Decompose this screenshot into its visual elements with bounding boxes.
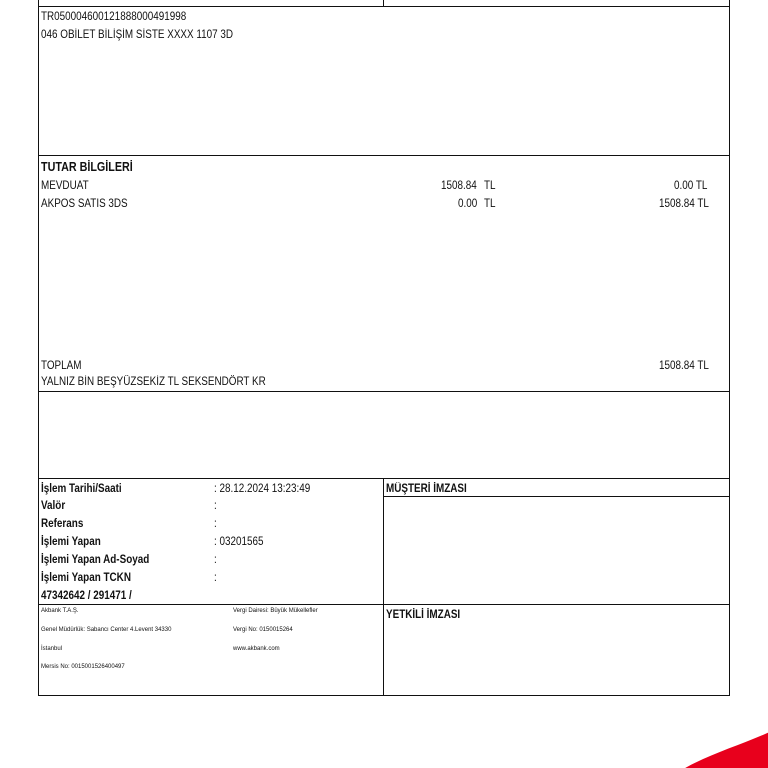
tx-operator-name-label: İşlemi Yapan Ad-Soyad <box>41 554 150 566</box>
tx-valor-value: : <box>214 500 217 512</box>
tx-date-label: İşlem Tarihi/Saati <box>41 483 122 495</box>
tx-valor-label: Valör <box>41 500 66 512</box>
customer-signature-label: MÜŞTERİ İMZASI <box>386 483 467 495</box>
amount-row-1-debit: 1508.84 <box>441 180 477 192</box>
amount-row-2-label: AKPOS SATIS 3DS <box>41 198 128 210</box>
account-description: 046 OBİLET BİLİŞİM SİSTE XXXX 1107 3D <box>41 29 234 41</box>
section-rule-2 <box>39 391 729 392</box>
section-rule-1 <box>39 155 729 156</box>
tx-operator-label: İşlemi Yapan <box>41 536 101 548</box>
brand-swoosh-decoration <box>648 718 768 768</box>
top-rule <box>39 6 729 7</box>
amounts-title: TUTAR BİLGİLERİ <box>41 160 133 174</box>
authorized-signature-label: YETKİLİ İMZASI <box>386 609 461 621</box>
tx-reference-label: Referans <box>41 518 84 530</box>
bank-info-left-2: Genel Müdürlük: Sabancı Center 4.Levent 34330 <box>41 627 172 633</box>
total-value: 1508.84 TL <box>659 360 709 372</box>
tx-operator-tckn-value: : <box>214 572 217 584</box>
amount-row-1-credit: 0.00 TL <box>674 180 708 192</box>
tx-operator-value: : 03201565 <box>214 536 264 548</box>
section-rule-4 <box>39 604 729 605</box>
bank-info-right-1: Vergi Dairesi: Büyük Mükellefler <box>233 608 318 614</box>
bank-info-right-2: Vergi No: 0150015264 <box>233 627 293 633</box>
section-rule-3 <box>39 478 729 479</box>
amount-in-words: YALNIZ BİN BEŞYÜZSEKİZ TL SEKSENDÖRT KR <box>41 376 266 388</box>
tx-reference-value: : <box>214 518 217 530</box>
total-label: TOPLAM <box>41 360 82 372</box>
tx-operator-tckn-label: İşlemi Yapan TCKN <box>41 572 131 584</box>
tx-code: 47342642 / 291471 / <box>41 590 132 602</box>
receipt-document <box>38 0 730 696</box>
customer-signature-rule <box>383 496 729 497</box>
amount-row-1-label: MEVDUAT <box>41 180 89 192</box>
bank-info-left-1: Akbank T.A.Ş. <box>41 608 79 614</box>
amount-row-2-credit: 1508.84 TL <box>659 198 709 210</box>
amount-row-1-debit-currency: TL <box>484 180 496 192</box>
tx-date-value: : 28.12.2024 13:23:49 <box>214 483 311 495</box>
amount-row-2-debit: 0.00 <box>458 198 478 210</box>
signature-column-divider <box>383 478 384 696</box>
bank-info-right-3: www.akbank.com <box>233 646 280 652</box>
bank-info-left-4: Mersis No: 0015001526400497 <box>41 664 125 670</box>
tx-operator-name-value: : <box>214 554 217 566</box>
bank-info-left-3: İstanbul <box>41 646 63 652</box>
amount-row-2-debit-currency: TL <box>484 198 496 210</box>
account-iban: TR050004600121888000491998 <box>41 11 187 23</box>
